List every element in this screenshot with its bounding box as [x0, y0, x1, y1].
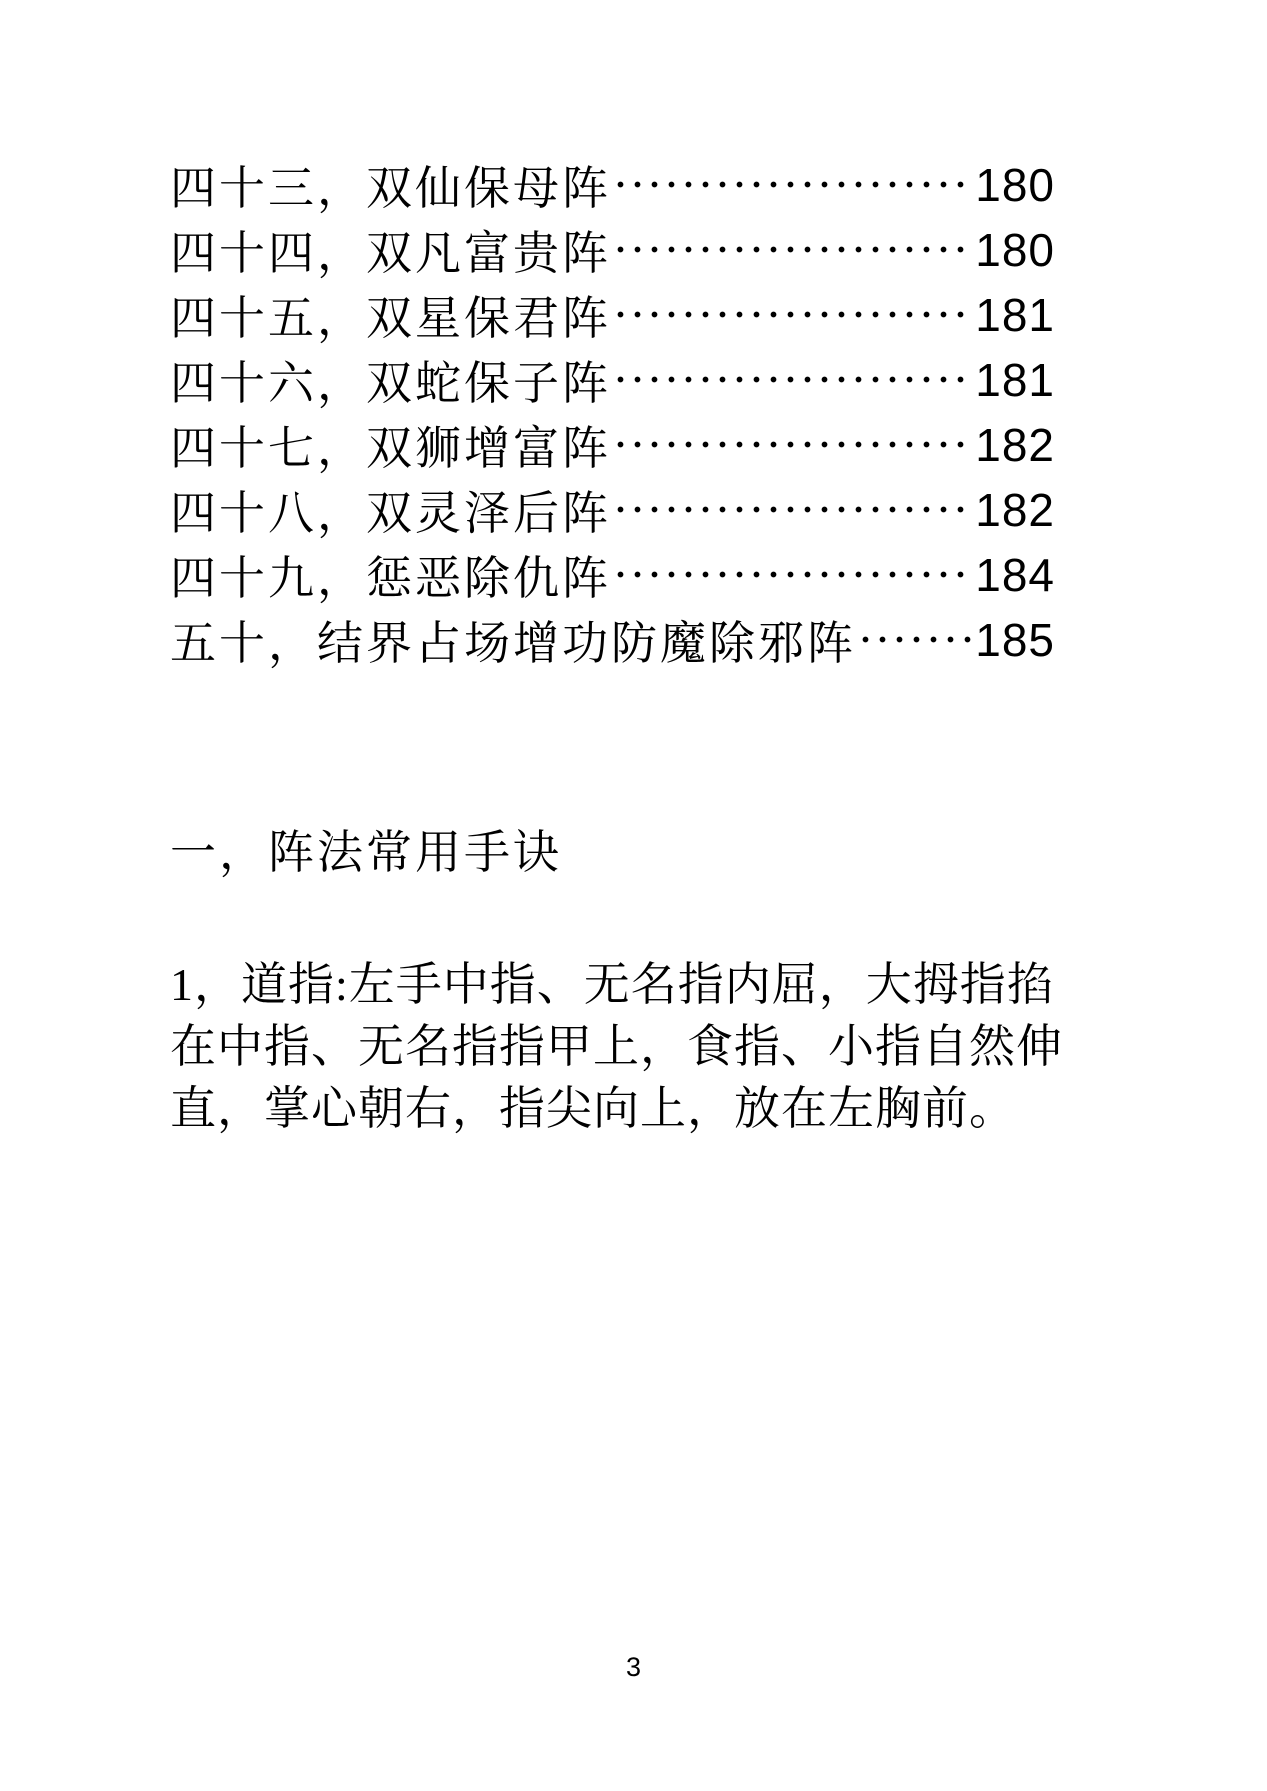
toc-entry-page: 181 [975, 353, 1055, 406]
page-number: 3 [625, 1652, 642, 1682]
dot-leader [857, 607, 972, 672]
toc-entry-page: 185 [975, 613, 1055, 666]
paragraph-line: 在中指、无名指指甲上，食指、小指自然伸 [170, 1021, 1063, 1072]
toc-entry [170, 152, 1055, 217]
dot-leader [612, 152, 972, 217]
toc-entry [170, 607, 1055, 672]
toc-entry-label: 四十四，双凡富贵阵 [170, 227, 611, 279]
toc-entry-page: 181 [975, 288, 1055, 341]
toc-entry [170, 217, 1055, 282]
table-of-contents [170, 152, 1055, 672]
toc-entry-page: 180 [975, 158, 1055, 211]
toc-entry-label: 四十五，双星保君阵 [170, 292, 611, 344]
dot-leader [612, 542, 972, 607]
toc-entry [170, 282, 1055, 347]
toc-entry [170, 412, 1055, 477]
toc-entry-label: 四十六，双蛇保子阵 [170, 357, 611, 409]
paragraph-line: 1，道指:左手中指、无名指内屈，大拇指掐 [170, 959, 1054, 1010]
dot-leader [612, 412, 972, 477]
toc-entry-label: 四十八，双灵泽后阵 [170, 487, 611, 539]
dot-leader [612, 217, 972, 282]
toc-entry-page: 182 [975, 483, 1055, 536]
toc-entry-page: 180 [975, 223, 1055, 276]
toc-entry-label: 四十九，惩恶除仇阵 [170, 552, 611, 604]
paragraph-line: 直，掌心朝右，指尖向上，放在左胸前。 [170, 1083, 1016, 1134]
dot-leader [612, 477, 972, 542]
dot-leader [612, 347, 972, 412]
dot-leader [612, 282, 972, 347]
section-heading: 一，阵法常用手诀 [170, 827, 562, 878]
toc-entry [170, 542, 1055, 607]
toc-entry-page: 182 [975, 418, 1055, 471]
toc-entry-label: 四十七，双狮增富阵 [170, 422, 611, 474]
toc-entry [170, 477, 1055, 542]
toc-entry-label: 五十，结界占场增功防魔除邪阵 [170, 617, 856, 669]
body-paragraph [170, 954, 1097, 1140]
toc-entry-page: 184 [975, 548, 1055, 601]
toc-entry-label: 四十三，双仙保母阵 [170, 162, 611, 214]
toc-entry [170, 347, 1055, 412]
